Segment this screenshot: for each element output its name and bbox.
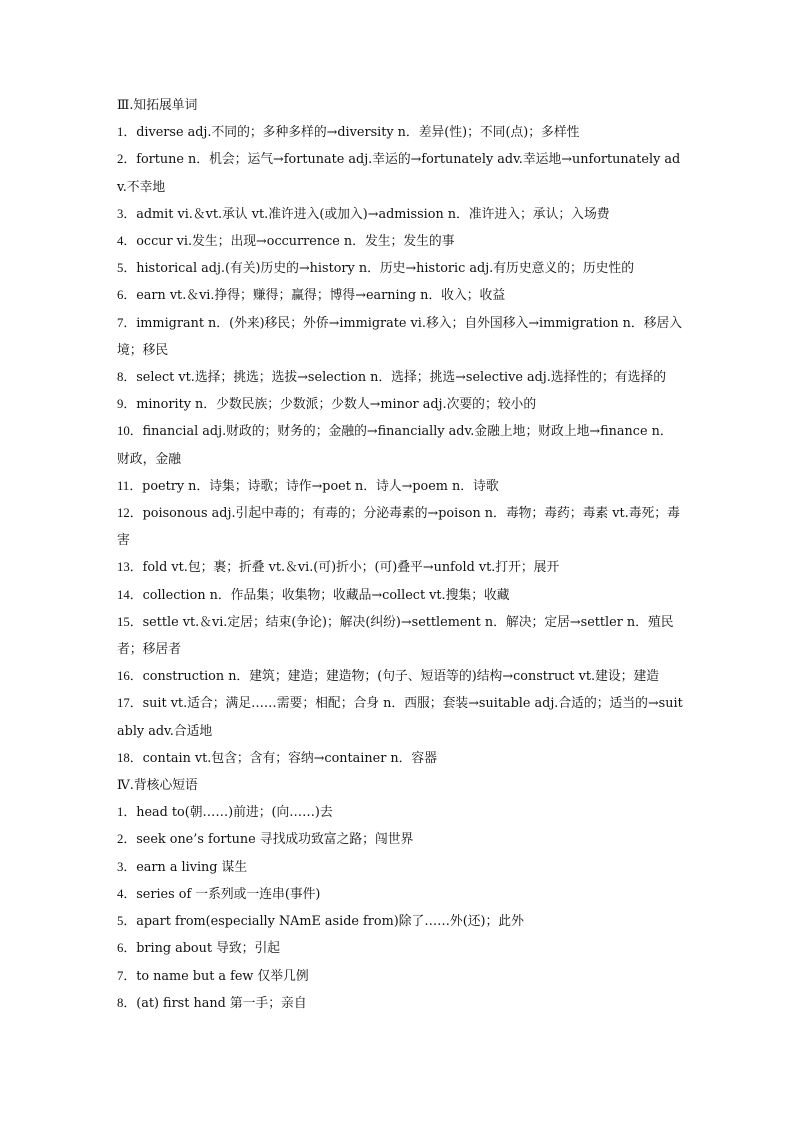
list-item: [117, 473, 683, 500]
list-item: [117, 963, 683, 990]
item-text: fold vt.包；裹；折叠 vt.＆vi.(可)折小；(可)叠平→unfold vt.打开；展开: [142, 560, 560, 576]
document-page: [117, 92, 683, 1017]
item-number: 1．: [117, 805, 137, 820]
item-number: 17．: [117, 696, 143, 711]
item-text: to name but a few 仅举几例: [136, 968, 309, 984]
list-item: [117, 609, 683, 663]
item-number: 18．: [117, 750, 143, 765]
section-heading-core-phrases: Ⅳ.背核心短语: [117, 778, 198, 794]
list-item: [117, 500, 683, 554]
list-item: [117, 119, 683, 146]
item-text: head to(朝……)前进；(向……)去: [136, 805, 333, 821]
list-item: [117, 745, 683, 772]
item-number: 11．: [117, 478, 143, 493]
item-text: occur vi.发生；出现→occurrence n．发生；发生的事: [136, 234, 455, 250]
list-item: [117, 554, 683, 581]
item-number: 14．: [117, 587, 143, 602]
item-text: admit vi.＆vt.承认 vt.准许进入(或加入)→admission n．准许进入；承认；入场费: [136, 206, 610, 222]
section-heading-expand-words: Ⅲ.知拓展单词: [117, 98, 198, 113]
item-number: 4．: [117, 234, 137, 249]
item-number: 1．: [117, 125, 137, 140]
item-text: settle vt.＆vi.定居；结束(争论)；解决(纠纷)→settlement n．解决；定居→settler n．殖民者；移居者: [117, 614, 674, 658]
item-text: diverse adj.不同的；多种多样的→diversity n．差异(性)；不同(点)；多样性: [136, 125, 580, 141]
item-text: fortune n．机会；运气→fortunate adj.幸运的→fortunately adv.幸运地→unfortunately adv.不幸地: [117, 152, 681, 195]
item-number: 3．: [117, 859, 137, 874]
list-item: [117, 364, 683, 391]
item-number: 2．: [117, 832, 137, 847]
item-text: (at) first hand 第一手；亲自: [136, 995, 307, 1011]
item-number: 7．: [117, 315, 137, 330]
list-item: [117, 990, 683, 1017]
list-item: [117, 908, 683, 935]
list-item: [117, 854, 683, 881]
item-text: construction n．建筑；建造；建造物；(句子、短语等的)结构→construct vt.建设；建造: [142, 669, 660, 685]
list-item: [117, 418, 683, 472]
item-text: seek one’s fortune 寻找成功致富之路；闯世界: [136, 832, 414, 848]
item-number: 8．: [117, 995, 137, 1010]
list-item: [117, 935, 683, 962]
list-item: [117, 255, 683, 282]
item-text: poetry n．诗集；诗歌；诗作→poet n．诗人→poem n．诗歌: [142, 478, 499, 494]
item-number: 10．: [117, 424, 143, 439]
item-text: apart from(especially NAmE aside from)除了……外(还)；此外: [136, 914, 524, 930]
list-item: [117, 799, 683, 826]
item-text: minority n．少数民族；少数派；少数人→minor adj.次要的；较小的: [136, 397, 537, 413]
item-number: 2．: [117, 152, 137, 167]
list-item: [117, 201, 683, 228]
list-item: [117, 690, 683, 744]
item-text: financial adj.财政的；财务的；金融的→financially adv.金融上地；财政上地→finance n．财政，金融: [117, 424, 673, 467]
list-item: [117, 310, 683, 364]
list-item: [117, 582, 683, 609]
item-number: 13．: [117, 560, 143, 575]
list-item: [117, 826, 683, 853]
item-text: bring about 导致；引起: [136, 941, 281, 957]
item-text: poisonous adj.引起中毒的；有毒的；分泌毒素的→poison n．毒物；毒药；毒素 vt.毒死；毒害: [117, 506, 680, 549]
list-item: [117, 663, 683, 690]
list-item: [117, 391, 683, 418]
item-number: 16．: [117, 669, 143, 684]
list-item: [117, 881, 683, 908]
item-number: 15．: [117, 614, 143, 629]
item-text: suit vt.适合；满足……需要；相配；合身 n．西服；套装→suitable adj.合适的；适当的→suitably adv.合适地: [117, 696, 683, 739]
item-text: historical adj.(有关)历史的→history n．历史→historic adj.有历史意义的；历史性的: [136, 261, 635, 277]
item-number: 12．: [117, 506, 143, 521]
item-text: select vt.选择；挑选；选拔→selection n．选择；挑选→selective adj.选择性的；有选择的: [136, 370, 666, 386]
item-number: 5．: [117, 914, 137, 929]
item-number: 7．: [117, 968, 137, 983]
item-number: 8．: [117, 370, 137, 385]
list-item: [117, 282, 683, 309]
item-text: series of 一系列或一连串(事件): [136, 886, 321, 902]
item-number: 4．: [117, 886, 137, 901]
item-text: earn vt.＆vi.挣得；赚得；赢得；博得→earning n．收入；收益: [136, 288, 506, 304]
item-text: contain vt.包含；含有；容纳→container n．容器: [142, 750, 438, 766]
item-text: immigrant n．(外来)移民；外侨→immigrate vi.移入；自外国移入→immigration n．移居入境；移民: [117, 315, 683, 358]
list-item: [117, 228, 683, 255]
item-text: earn a living 谋生: [136, 859, 248, 875]
item-number: 5．: [117, 261, 137, 276]
list-item: [117, 146, 683, 200]
item-number: 9．: [117, 397, 137, 412]
item-text: collection n．作品集；收集物；收藏品→collect vt.搜集；收藏: [142, 587, 510, 603]
item-number: 6．: [117, 288, 137, 303]
item-number: 3．: [117, 206, 137, 221]
item-number: 6．: [117, 941, 137, 956]
